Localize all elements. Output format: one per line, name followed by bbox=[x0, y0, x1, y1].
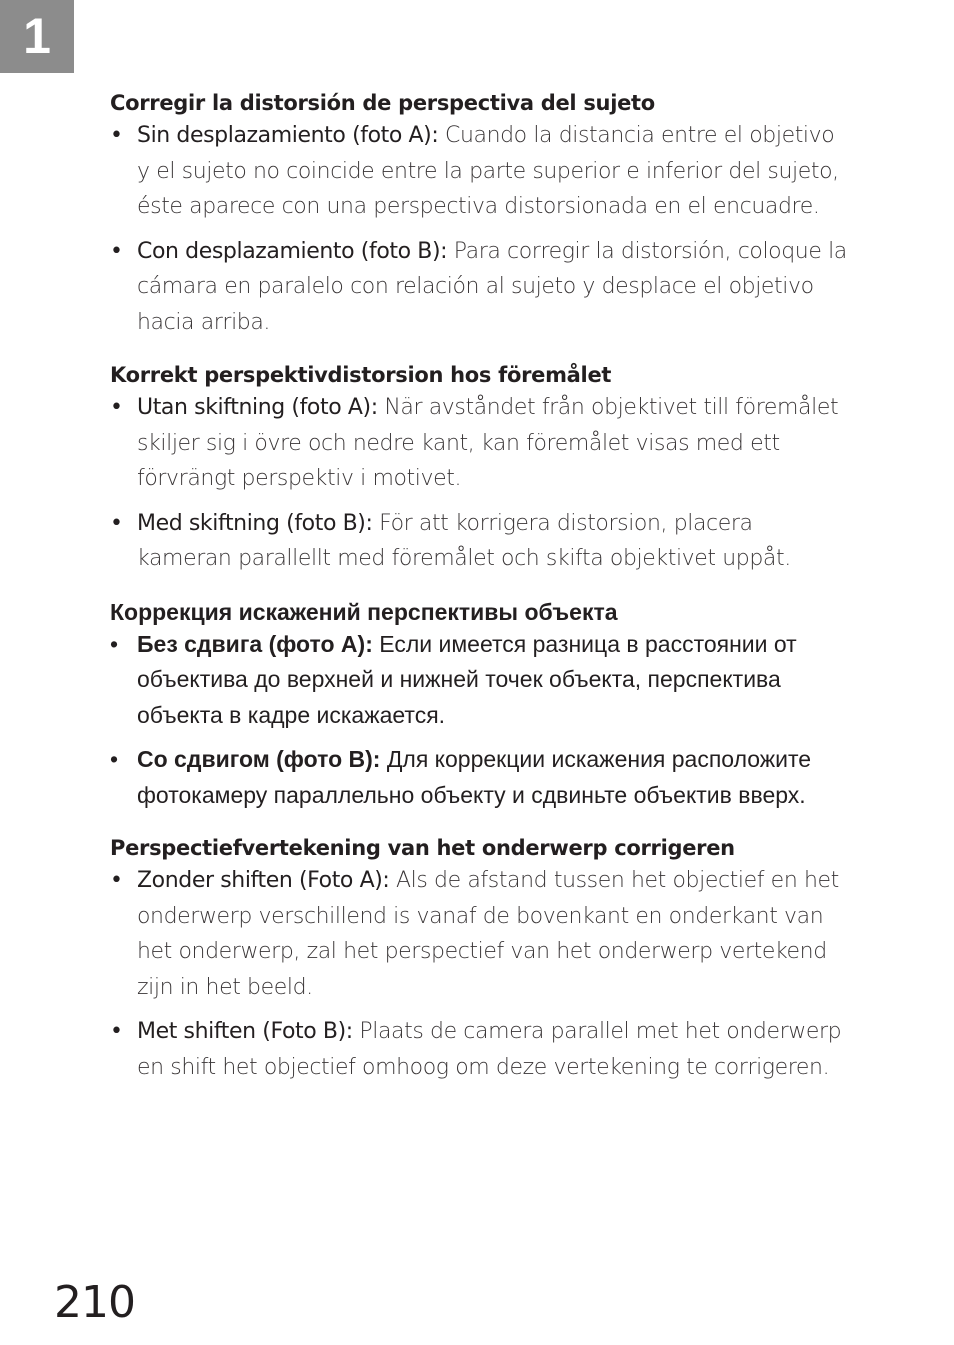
item-text: När avståndet från objektivet till föremålet skiljer sig i övre och nedre kant, kan föremålet visas med ett förvrängt perspektiv i motivet. bbox=[137, 395, 839, 491]
section-title: Коррекция искажений перспективы объекта bbox=[110, 598, 618, 625]
section-russian bbox=[110, 597, 850, 814]
item-text: Для коррекции искажения расположите фотокамеру параллельно объекту и сдвиньте объектив вверх. bbox=[137, 746, 812, 808]
item-text: För att korrigera distorsion, placera kameran parallellt med föremålet och skifta objektivet uppåt. bbox=[137, 510, 791, 571]
section-title: Corregir la distorsión de perspectiva del sujeto bbox=[110, 91, 655, 115]
item-lead: Sin desplazamiento (foto A): bbox=[137, 123, 445, 148]
page-content bbox=[110, 88, 850, 1105]
section-title: Perspectiefvertekening van het onderwerp corrigeren bbox=[110, 836, 735, 860]
list-item bbox=[110, 627, 850, 734]
chapter-tab: 1 bbox=[0, 0, 74, 73]
item-lead: Con desplazamiento (foto B): bbox=[137, 238, 454, 264]
item-lead: Со сдвигом (фото B): bbox=[137, 746, 387, 772]
item-lead: Без сдвига (фото A): bbox=[137, 630, 380, 657]
list-item bbox=[110, 118, 850, 225]
list-item bbox=[110, 1014, 850, 1085]
page-number: 210 bbox=[54, 1277, 135, 1328]
section-title: Korrekt perspektivdistorsion hos föremålet bbox=[110, 363, 612, 387]
item-lead: Utan skiftning (foto A): bbox=[137, 395, 385, 420]
list-item bbox=[110, 234, 850, 341]
item-lead: Med skiftning (foto B): bbox=[137, 510, 380, 536]
item-text: Als de afstand tussen het objectief en het onderwerp verschillend is vanaf de bovenkant en onderkant van het onderwerp, zal het perspectief van het onderwerp vertekend zijn in het beeld. bbox=[137, 868, 839, 1000]
item-lead: Zonder shiften (Foto A): bbox=[137, 868, 397, 893]
item-text: Cuando la distancia entre el objetivo y el sujeto no coincide entre la parte superior e inferior del sujeto, éste aparece con una perspectiva distorsionada en el encuadre. bbox=[137, 123, 839, 219]
item-lead: Met shiften (Foto B): bbox=[137, 1019, 360, 1044]
section-swedish bbox=[110, 360, 850, 577]
list-item bbox=[110, 506, 850, 577]
item-text: Plaats de camera parallel met het onderwerp en shift het objectief omhoog om deze vertekening te corrigeren. bbox=[137, 1019, 842, 1080]
list-item bbox=[110, 390, 850, 497]
section-dutch bbox=[110, 833, 850, 1085]
item-text: Если имеется разница в расстоянии от объектива до верхней и нижней точек объекта, перспектива объекта в кадре искажается. bbox=[137, 630, 797, 728]
item-text: Para corregir la distorsión, coloque la cámara en paralelo con relación al sujeto y desplace el objetivo hacia arriba. bbox=[137, 238, 847, 335]
list-item bbox=[110, 863, 850, 1005]
list-item bbox=[110, 742, 850, 813]
section-spanish bbox=[110, 88, 850, 340]
